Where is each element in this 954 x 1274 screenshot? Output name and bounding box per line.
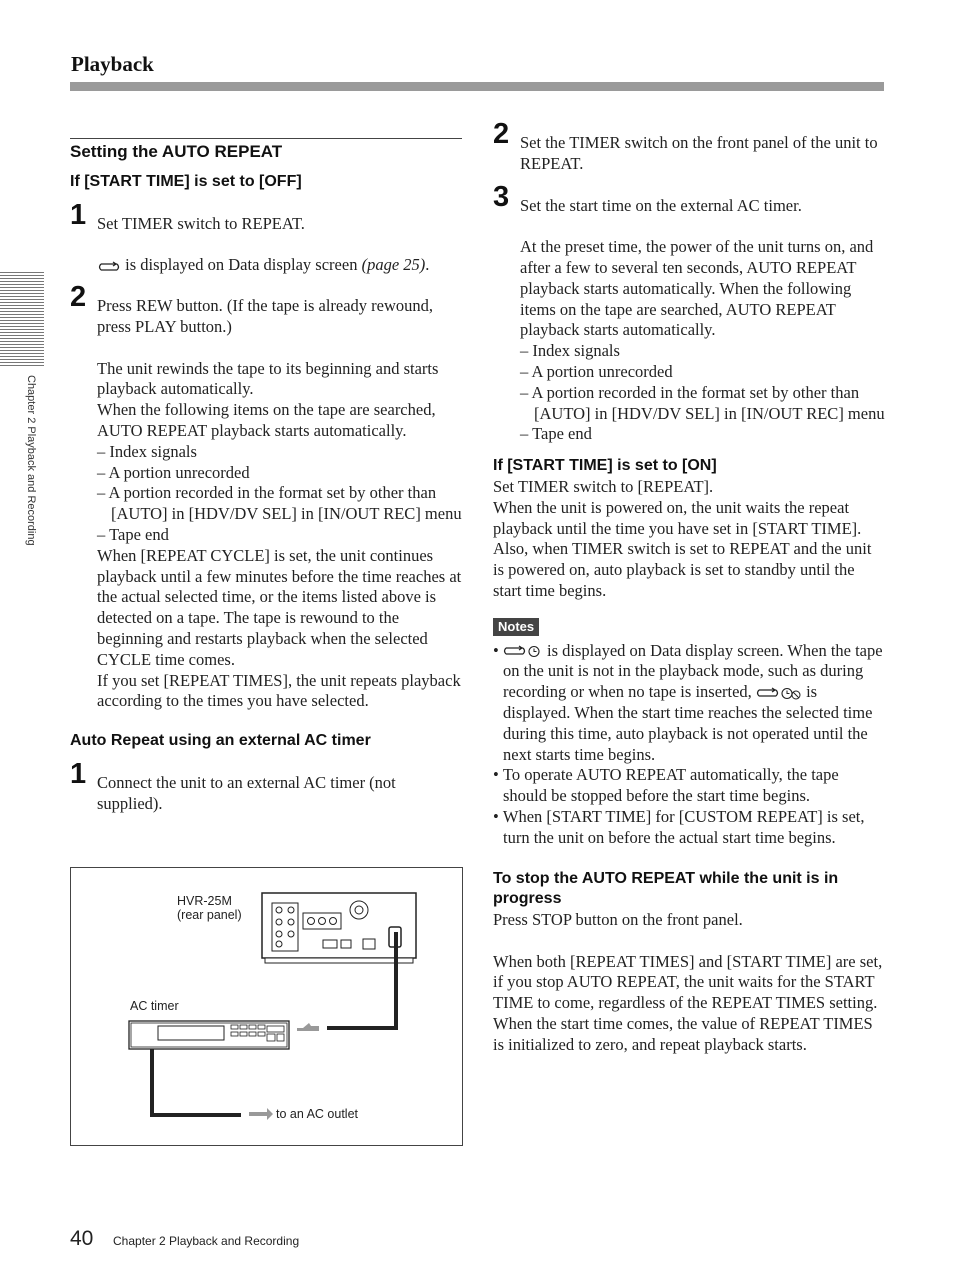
list-item: – Tape end (97, 524, 169, 544)
section-title: Setting the AUTO REPEAT (70, 142, 283, 161)
device-label: HVR-25M (177, 894, 232, 908)
list-item: – Index signals (520, 341, 620, 361)
repeat-icon (97, 261, 121, 273)
step-2-right (493, 118, 885, 175)
notes-badge: Notes (493, 618, 539, 636)
timer-label: AC timer (130, 999, 179, 1013)
right-column (493, 118, 885, 1056)
step-3 (493, 180, 885, 446)
repeat-timer-blink-icon (756, 687, 802, 700)
step-2 (70, 281, 462, 712)
repeat-timer-icon (503, 645, 543, 658)
paragraph: The unit rewinds the tape to its beginning and starts playback automatically. (97, 358, 439, 399)
subheading-stop: To stop the AUTO REPEAT while the unit is in progress (493, 869, 839, 908)
note-item: • is displayed on Data display screen. When the tape on the unit is not in the playback mode, such as during recording or when no tape is inserted, is displayed. When the start time reaches the selected time during this time, auto playback is not operated until the next starts time begins. (493, 640, 883, 764)
paragraph: When the following items on the tape are searched, AUTO REPEAT playback starts automatically. (97, 400, 436, 440)
paragraph: When the unit is powered on, the unit waits the repeat playback until the time you have set in [START TIME]. Also, when TIMER switch is set to REPEAT and the unit is powered on, auto playback is set to standby until the start time begins. (493, 497, 872, 600)
vcr-rear-panel (262, 893, 416, 963)
step-number: 2 (70, 281, 87, 314)
connection-diagram (70, 867, 463, 1146)
note-item: • When [START TIME] for [CUSTOM REPEAT] is set, turn the unit on before the actual start time begins. (493, 806, 865, 847)
step-number: 1 (70, 198, 87, 231)
subheading-timer: Auto Repeat using an external AC timer (70, 732, 371, 750)
list-item: – Index signals (97, 441, 197, 461)
notes-block (493, 616, 885, 849)
step-text: Set the TIMER switch on the front panel of the unit to REPEAT. (520, 133, 878, 173)
step-note: is displayed on Data display screen (page 25). (97, 255, 462, 276)
chapter-tab-stripes (0, 272, 44, 366)
list-item: – A portion unrecorded (97, 462, 250, 482)
subheading-off: If [START TIME] is set to [OFF] (70, 173, 302, 190)
list-item: – A portion unrecorded (520, 361, 673, 381)
list-item: – A portion recorded in the format set by other than [AUTO] in [HDV/DV SEL] in [IN/OUT REC] menu (97, 483, 462, 524)
step-number: 2 (493, 118, 510, 150)
timer-step-1 (70, 757, 462, 815)
paragraph: At the preset time, the power of the unit turns on, and after a few to several ten seconds, AUTO REPEAT playback starts automatically. When the following items on the tape are searched, AUTO REPEAT playback starts automatically. (520, 237, 874, 340)
page-reference: (page 25) (361, 255, 426, 275)
list-item: – A portion recorded in the format set by other than [AUTO] in [HDV/DV SEL] in [IN/OUT REC] menu (520, 382, 885, 423)
paragraph: When [REPEAT CYCLE] is set, the unit continues playback until a few minutes before the time reaches at the actual selected time, or the items listed above is detected on a tape. The tape is rewound to the beginning and restarts playback when the selected CYCLE time comes. (97, 545, 462, 669)
header-bar (70, 82, 884, 91)
section-rule (70, 138, 462, 139)
step-text: Press REW button. (If the tape is already rewound, press PLAY button.) (97, 296, 434, 336)
paragraph: Set TIMER switch to [REPEAT]. (493, 476, 714, 496)
chapter-side-label: Chapter 2 Playback and Recording (25, 375, 37, 546)
step-text: Set the start time on the external AC timer. (520, 195, 802, 215)
page-number: 40 (70, 1227, 94, 1250)
page-title: Playback (71, 52, 154, 76)
diagram-drawing (71, 868, 462, 1145)
ac-timer-device (129, 1021, 289, 1049)
step-text: Connect the unit to an external AC timer (not supplied). (97, 772, 396, 813)
step-text: Set TIMER switch to REPEAT. (97, 213, 305, 233)
paragraph: If you set [REPEAT TIMES], the unit repeats playback according to the times you have selected. (97, 670, 461, 711)
step-1 (70, 198, 462, 276)
paragraph: When both [REPEAT TIMES] and [START TIME] are set, if you stop AUTO REPEAT, the unit waits for the START TIME to come, regardless of the REPEAT TIMES setting. When the start time comes, the value of REPEAT TIMES is initialized to zero, and repeat playback starts. (493, 951, 883, 1054)
subheading-on: If [START TIME] is set to [ON] (493, 457, 717, 475)
left-column (70, 138, 462, 815)
list-item: – Tape end (520, 424, 592, 444)
step-number: 1 (70, 757, 87, 790)
step-number: 3 (493, 180, 510, 213)
device-sublabel: (rear panel) (177, 908, 242, 922)
outlet-label: to an AC outlet (276, 1107, 359, 1121)
footer-chapter: Chapter 2 Playback and Recording (113, 1234, 300, 1248)
paragraph: Press STOP button on the front panel. (493, 910, 743, 930)
note-item: • To operate AUTO REPEAT automatically, the tape should be stopped before the start time begins. (493, 765, 839, 806)
